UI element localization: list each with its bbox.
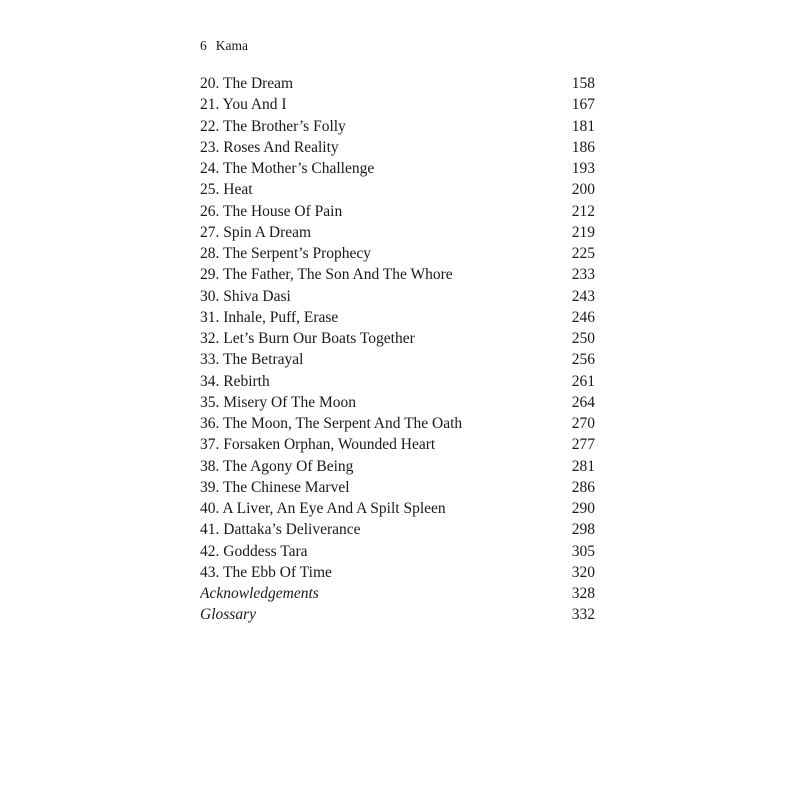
page-number: 6 [200, 38, 207, 53]
toc-entry [200, 349, 595, 370]
toc-entry [200, 286, 595, 307]
toc-entry-page: 320 [571, 563, 595, 581]
toc-entry-page: 250 [571, 330, 595, 347]
toc-entry-title: 40. A Liver, An Eye And A Spilt Spleen [200, 500, 446, 517]
table-of-contents [200, 73, 595, 626]
toc-entry [200, 604, 595, 625]
toc-entry-page: 186 [571, 138, 595, 156]
toc-entry [200, 541, 595, 562]
toc-entry [200, 562, 595, 583]
toc-entry-page: 264 [571, 393, 595, 411]
toc-entry [200, 116, 595, 137]
toc-entry-title: 42. Goddess Tara [200, 542, 308, 560]
toc-entry [200, 179, 595, 200]
toc-entry [200, 392, 595, 413]
toc-entry-title: Acknowledgements [200, 585, 319, 602]
toc-entry-title: 35. Misery Of The Moon [200, 393, 356, 411]
toc-entry-title: 24. The Mother’s Challenge [200, 160, 375, 177]
toc-entry-title: 23. Roses And Reality [200, 138, 339, 156]
toc-entry-page: 261 [571, 372, 595, 390]
toc-entry-title: 30. Shiva Dasi [200, 287, 291, 305]
toc-entry-title: 21. You And I [200, 96, 287, 114]
running-head [200, 37, 248, 55]
toc-entry-page: 193 [571, 160, 595, 177]
toc-entry [200, 137, 595, 158]
toc-entry-page: 158 [571, 75, 595, 92]
toc-entry [200, 201, 595, 222]
toc-entry-title: 37. Forsaken Orphan, Wounded Heart [200, 436, 436, 454]
toc-entry-title: Glossary [200, 606, 256, 624]
toc-entry-title: 36. The Moon, The Serpent And The Oath [200, 415, 463, 432]
toc-entry-page: 225 [571, 245, 595, 262]
toc-entry-title: 39. The Chinese Marvel [200, 478, 350, 496]
toc-entry-page: 256 [571, 351, 595, 369]
toc-entry-title: 20. The Dream [200, 75, 294, 92]
toc-entry-page: 167 [571, 96, 595, 114]
toc-entry-title: 34. Rebirth [200, 372, 270, 390]
toc-entry-page: 290 [571, 500, 595, 517]
toc-entry-page: 200 [571, 181, 595, 199]
toc-entry-page: 286 [571, 478, 595, 496]
toc-entry-title: 41. Dattaka’s Deliverance [200, 521, 361, 539]
toc-entry-page: 246 [571, 308, 595, 326]
toc-entry-page: 277 [571, 436, 595, 454]
toc-entry-title: 25. Heat [200, 181, 253, 199]
toc-entry [200, 243, 595, 264]
book-title: Kama [215, 38, 248, 53]
toc-entry [200, 307, 595, 328]
toc-entry-page: 233 [571, 266, 595, 284]
toc-entry-page: 219 [571, 223, 595, 241]
toc-entry-page: 181 [571, 117, 595, 135]
toc-entry-title: 33. The Betrayal [200, 351, 304, 369]
toc-entry-page: 305 [571, 542, 595, 560]
toc-entry [200, 371, 595, 392]
toc-entry-page: 212 [571, 202, 595, 220]
toc-entry-title: 22. The Brother’s Folly [200, 117, 346, 135]
toc-entry [200, 222, 595, 243]
toc-entry-page: 281 [571, 457, 595, 475]
toc-entry-title: 43. The Ebb Of Time [200, 563, 332, 581]
toc-entry [200, 264, 595, 285]
toc-entry-page: 243 [571, 287, 595, 305]
toc-entry [200, 519, 595, 540]
toc-entry-title: 32. Let’s Burn Our Boats Together [200, 330, 415, 347]
toc-entry [200, 328, 595, 349]
toc-entry [200, 477, 595, 498]
toc-entry [200, 498, 595, 519]
toc-entry-page: 270 [571, 415, 595, 432]
toc-entry [200, 434, 595, 455]
toc-entry [200, 158, 595, 179]
toc-entry [200, 94, 595, 115]
toc-entry-page: 298 [571, 521, 595, 539]
toc-entry [200, 413, 595, 434]
toc-entry-title: 26. The House Of Pain [200, 202, 343, 220]
toc-entry-title: 31. Inhale, Puff, Erase [200, 308, 339, 326]
toc-entry-title: 29. The Father, The Son And The Whore [200, 266, 453, 284]
toc-entry-page: 332 [571, 606, 595, 624]
toc-entry-title: 27. Spin A Dream [200, 223, 312, 241]
toc-entry [200, 456, 595, 477]
toc-entry [200, 73, 595, 94]
toc-entry-title: 38. The Agony Of Being [200, 457, 354, 475]
toc-entry-page: 328 [571, 585, 595, 602]
toc-entry [200, 583, 595, 604]
toc-entry-title: 28. The Serpent’s Prophecy [200, 245, 372, 262]
